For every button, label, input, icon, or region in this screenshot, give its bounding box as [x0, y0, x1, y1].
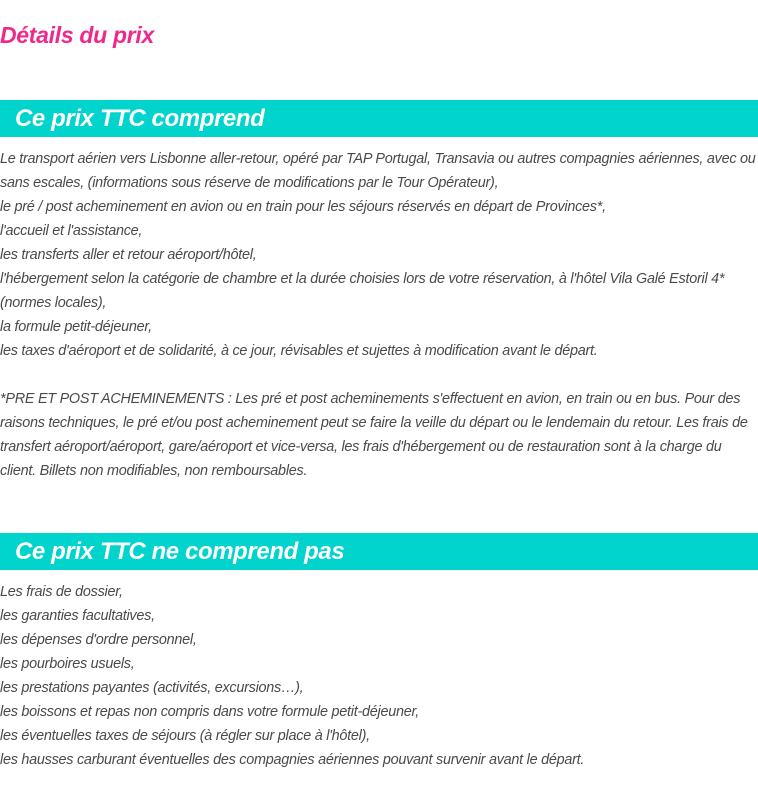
included-section-banner: [0, 100, 758, 137]
excluded-section-banner: [0, 533, 758, 570]
included-list: [0, 147, 758, 483]
excluded-item: les hausses carburant éventuelles des compagnies aériennes pouvant survenir avant le départ.: [0, 752, 585, 768]
included-item: l'accueil et l'assistance,: [0, 223, 143, 239]
included-item: l'hébergement selon la catégorie de chambre et la durée choisies lors de votre réservation, à l'hôtel Vila Galé Estoril 4* (normes locales),: [0, 271, 725, 311]
included-item: les transferts aller et retour aéroport/hôtel,: [0, 247, 257, 263]
included-item: le pré / post acheminement en avion ou en train pour les séjours réservés en départ de Provinces*,: [0, 199, 606, 215]
excluded-heading: Ce prix TTC ne comprend pas: [15, 538, 345, 565]
included-item: les taxes d'aéroport et de solidarité, à ce jour, révisables et sujettes à modification avant le départ.: [0, 343, 598, 359]
excluded-item: les boissons et repas non compris dans votre formule petit-déjeuner,: [0, 704, 419, 720]
included-heading: Ce prix TTC comprend: [15, 105, 265, 132]
excluded-item: les pourboires usuels,: [0, 656, 135, 672]
excluded-item: les dépenses d'ordre personnel,: [0, 632, 197, 648]
transport-note: *PRE ET POST ACHEMINEMENTS : Les pré et post acheminements s'effectuent en avion, en train ou en bus. Pour des raisons techniques, le pré et/ou post acheminement peut se faire la veille du départ ou le lendemain du retour. Les frais de transfert aéroport/aéroport, gare/aéroport et vice-versa, les frais d'hébergement ou de restauration sont à la charge du client. Billets non modifiables, non remboursables.: [0, 391, 748, 479]
included-item: la formule petit-déjeuner,: [0, 319, 152, 335]
included-item: Le transport aérien vers Lisbonne aller-retour, opéré par TAP Portugal, Transavia ou autres compagnies aériennes, avec ou sans escales, (informations sous réserve de modifications par le Tour Opérateur),: [0, 151, 756, 191]
page-title: Détails du prix: [0, 22, 154, 48]
excluded-item: Les frais de dossier,: [0, 584, 123, 600]
spacer: [0, 363, 758, 387]
excluded-item: les garanties facultatives,: [0, 608, 155, 624]
excluded-item: les éventuelles taxes de séjours (à régler sur place à l'hôtel),: [0, 728, 370, 744]
excluded-list: [0, 580, 758, 772]
excluded-item: les prestations payantes (activités, excursions…),: [0, 680, 304, 696]
